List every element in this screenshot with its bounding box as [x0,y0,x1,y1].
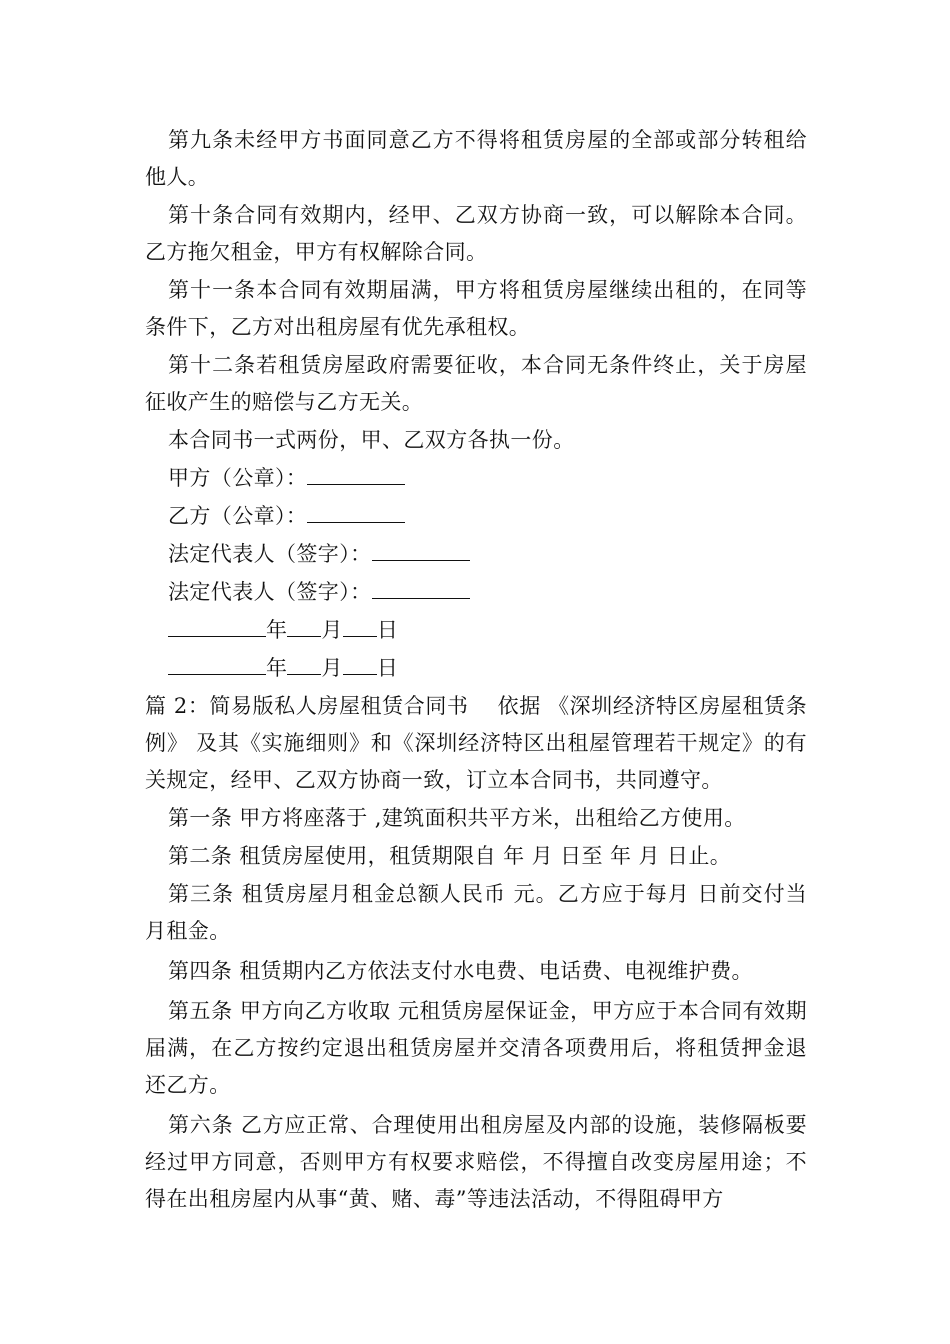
date-line-2: 年 月 日 [145,650,807,687]
year-blank [168,616,266,637]
part2-heading: 篇 2：简易版私人房屋租赁合同书 [145,694,469,718]
signature-blank [372,578,470,599]
clause-9: 第九条未经甲方书面同意乙方不得将租赁房屋的全部或部分转租给他人。 [145,128,807,189]
signature-party-b: 乙方（公章）： [145,498,807,535]
day-blank [343,654,377,675]
signature-blank [307,502,405,523]
month-blank [287,616,321,637]
year-blank [168,654,266,675]
clause-12: 第十二条若租赁房屋政府需要征收，本合同无条件终止，关于房屋征收产生的赔偿与乙方无关。 [145,353,807,414]
month-blank [287,654,321,675]
signature-legal-rep-1: 法定代表人（签字）： [145,536,807,573]
part2-clause-5: 第五条 甲方向乙方收取 元租赁房屋保证金，甲方应于本合同有效期届满，在乙方按约定退出租赁房屋并交清各项费用后，将租赁押金退还乙方。 [145,999,807,1097]
part2-heading-and-intro [145,688,807,799]
day-blank [343,616,377,637]
date-line-1: 年 月 日 [145,612,807,649]
part2-clause-1: 第一条 甲方将座落于 ,建筑面积共平方米，出租给乙方使用。 [168,806,746,830]
part2-intro: 依据 《深圳经济特区房屋租赁条例》 及其《实施细则》和《深圳经济特区出租屋管理若干规定》的有关规定，经甲、乙双方协商一致，订立本合同书，共同遵守。 [145,694,807,792]
part2-clause-6: 第六条 乙方应正常、合理使用出租房屋及内部的设施，装修隔板要经过甲方同意，否则甲方有权要求赔偿，不得擅自改变房屋用途；不得在出租房屋内从事“黄、赌、毒”等违法活动，不得阻碍甲方 [145,1113,807,1211]
signature-party-a: 甲方（公章）： [145,460,807,497]
signature-blank [307,464,405,485]
document-body [145,122,807,1221]
part2-clause-2: 第二条 租赁房屋使用，租赁期限自 年 月 日至 年 月 日止。 [168,844,732,868]
clause-11: 第十一条本合同有效期届满，甲方将租赁房屋继续出租的，在同等条件下，乙方对出租房屋有优先承租权。 [145,278,807,339]
copies-statement: 本合同书一式两份，甲、乙双方各执一份。 [168,428,575,452]
part2-clause-3: 第三条 租赁房屋月租金总额人民币 元。乙方应于每月 日前交付当月租金。 [145,882,807,943]
signature-legal-rep-2: 法定代表人（签字）： [145,574,807,611]
part2-clause-4: 第四条 租赁期内乙方依法支付水电费、电话费、电视维护费。 [168,959,753,983]
signature-blank [372,540,470,561]
clause-10: 第十条合同有效期内，经甲、乙双方协商一致，可以解除本合同。乙方拖欠租金，甲方有权解除合同。 [145,203,807,264]
